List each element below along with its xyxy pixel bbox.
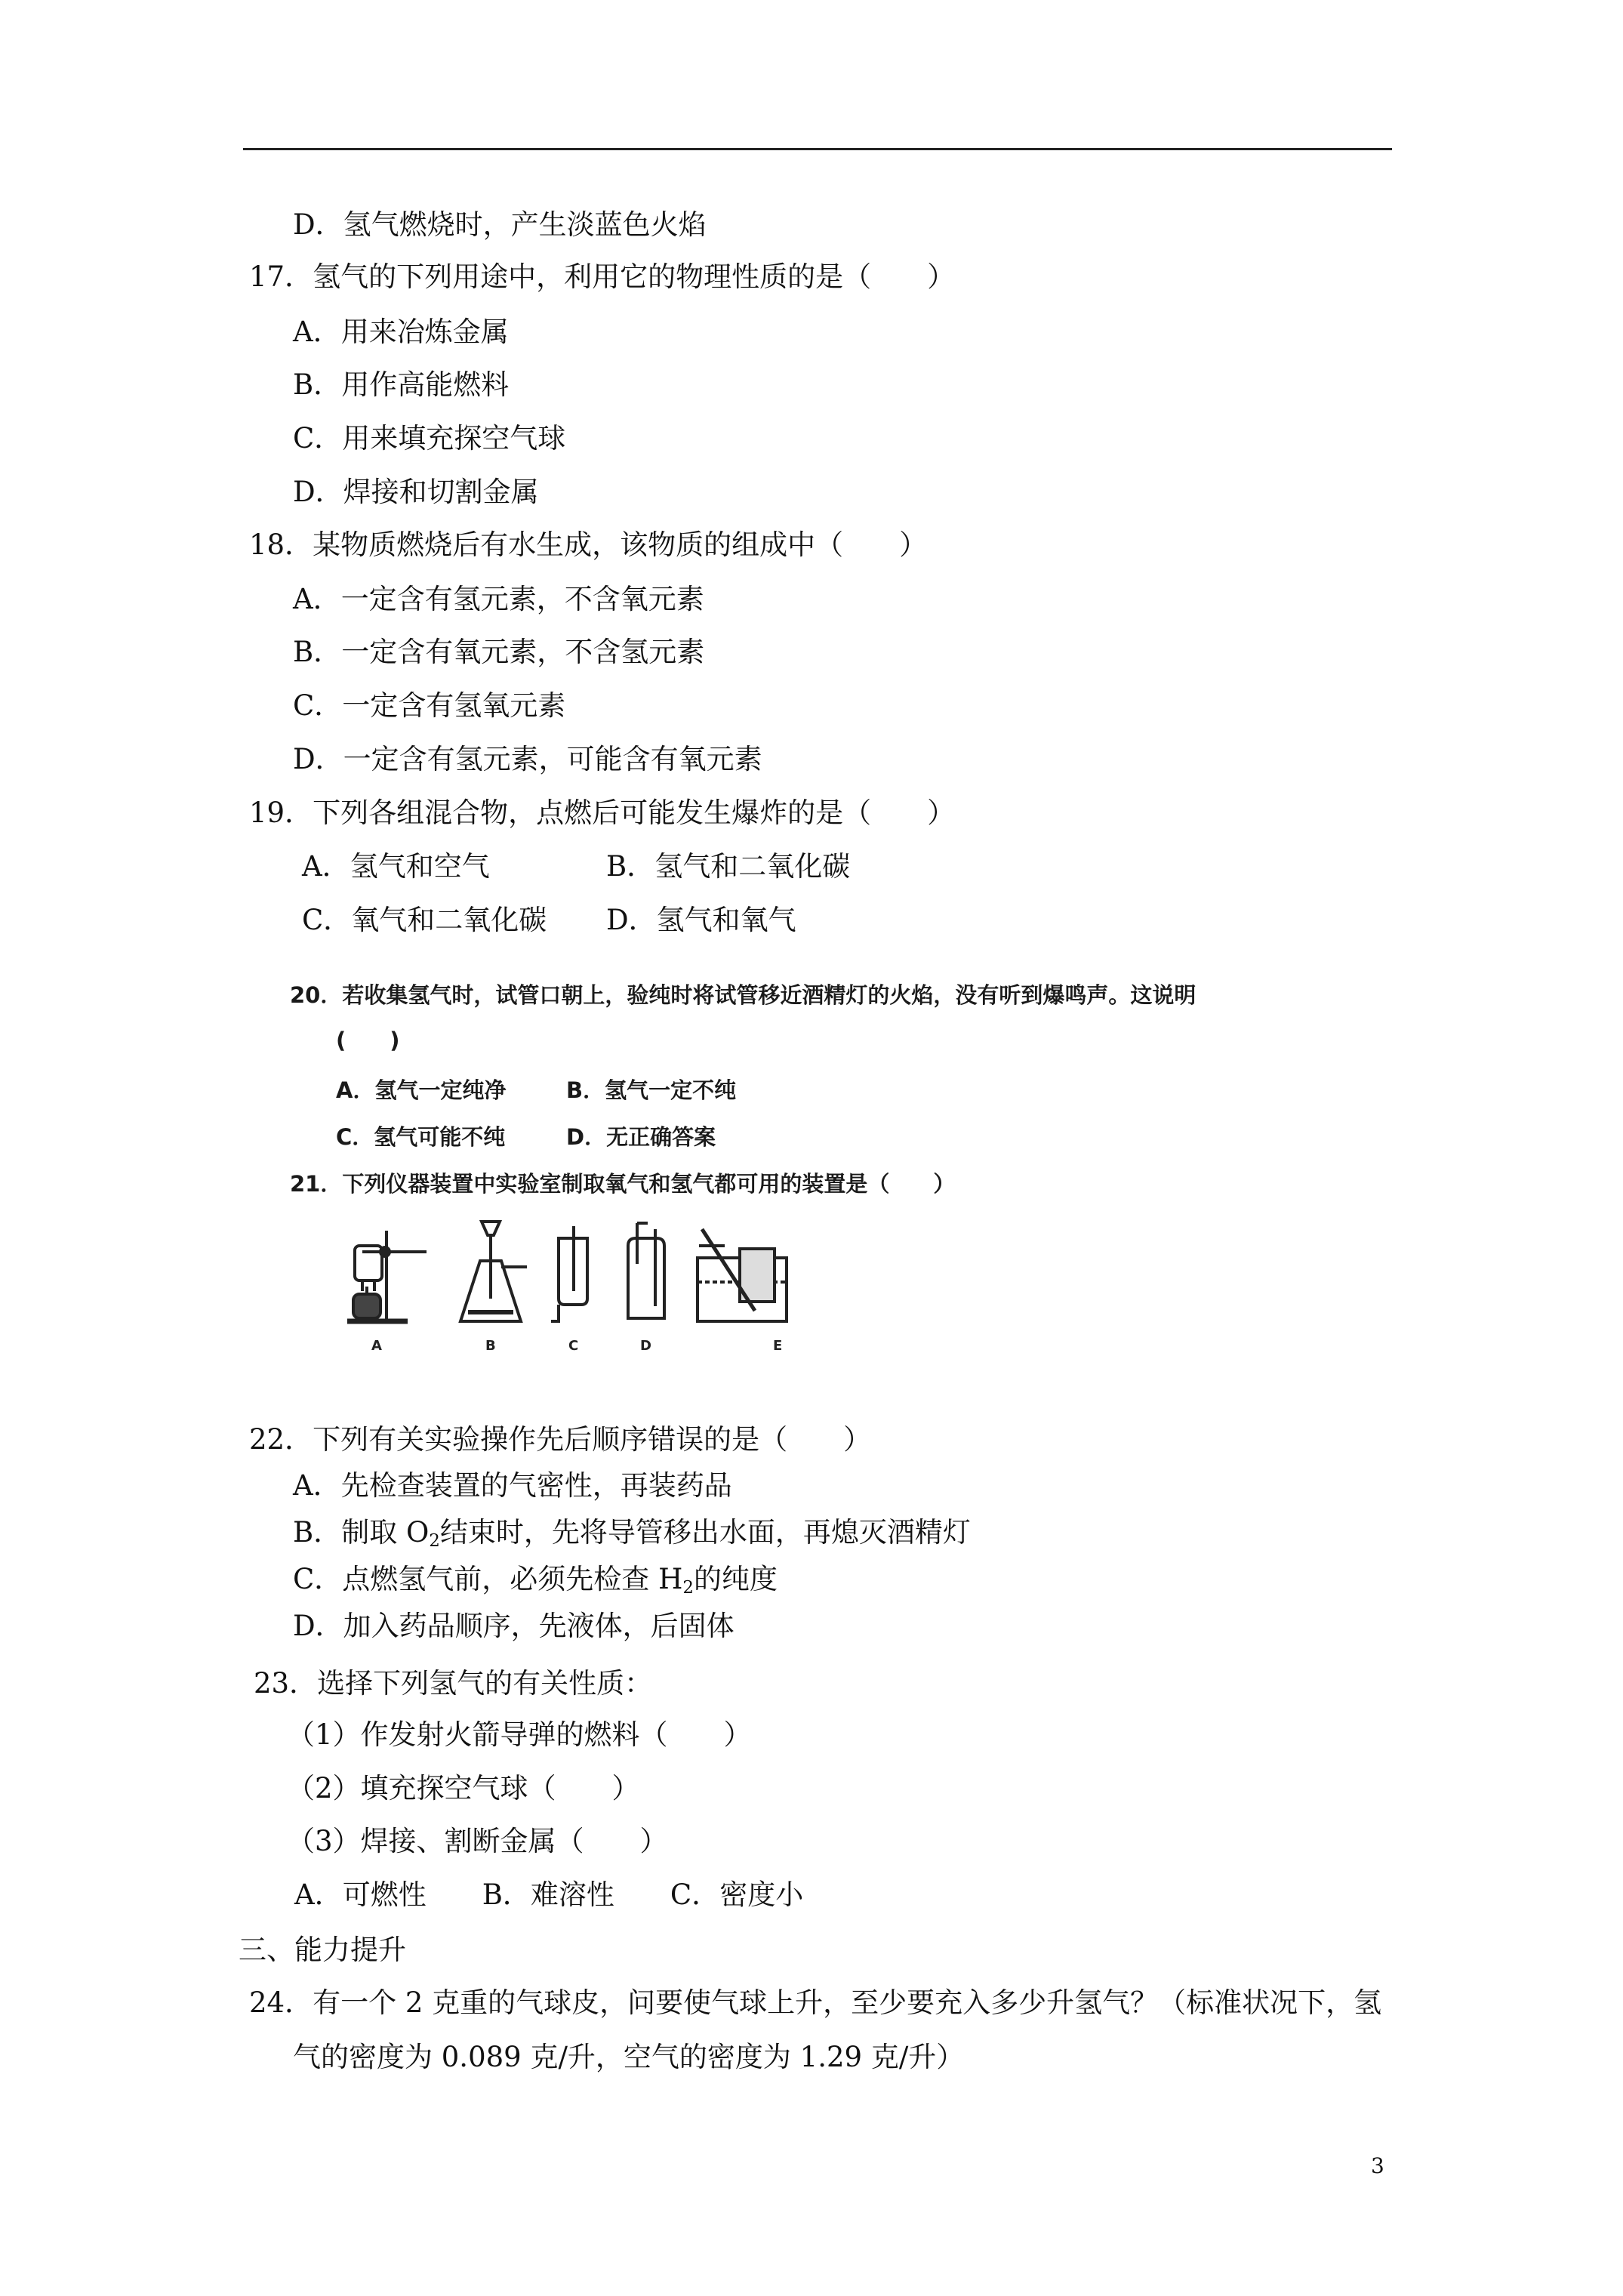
q22-stem: 22．下列有关实验操作先后顺序错误的是（ ）: [249, 1423, 872, 1456]
page-number: 3: [1371, 2153, 1384, 2178]
q23-item-2: （2）填充探空气球（ ）: [287, 1772, 640, 1804]
label-b: B: [485, 1338, 496, 1354]
q23-item-1: （1）作发射火箭导弹的燃料（ ）: [287, 1718, 752, 1751]
q19-option-d: D．氢气和氧气: [606, 904, 796, 936]
apparatus-figure: [332, 1216, 830, 1359]
q20-option-a: A．氢气一定纯净: [336, 1077, 507, 1103]
header-rule: [243, 148, 1392, 150]
q20-option-c: C．氢气可能不纯: [336, 1124, 506, 1150]
q18-option-c: C．一定含有氢氧元素: [293, 689, 566, 722]
q17-stem: 17．氢气的下列用途中，利用它的物理性质的是（ ）: [249, 260, 956, 293]
apparatus-e-water-trough: [698, 1229, 787, 1321]
q19-stem: 19．下列各组混合物，点燃后可能发生爆炸的是（ ）: [249, 797, 956, 829]
q22-option-c: C．点燃氢气前，必须先检查 $H_2$的纯度: [293, 1563, 778, 1598]
label-c: C: [568, 1338, 579, 1354]
q21-stem: 21．下列仪器装置中实验室制取氧气和氢气都可用的装置是（ ）: [290, 1171, 956, 1197]
q17-option-c: C．用来填充探空气球: [293, 422, 566, 455]
q20-stem: 20．若收集氢气时，试管口朝上，验纯时将试管移近酒精灯的火焰，没有听到爆鸣声。这说明: [290, 982, 1196, 1008]
q17-option-a: A．用来冶炼金属: [293, 316, 509, 348]
q20-option-b: B．氢气一定不纯: [566, 1077, 737, 1103]
q23-choices: A．可燃性 B．难溶性 C．密度小: [294, 1878, 804, 1911]
label-e: E: [773, 1338, 783, 1354]
q19-option-b: B．氢气和二氧化碳: [606, 850, 851, 883]
q22-option-b: B．制取 $O_2$结束时，先将导管移出水面，再熄灭酒精灯: [293, 1516, 971, 1551]
q24-line-1: 24．有一个 2 克重的气球皮，问要使气球上升，至少要充入多少升氢气？（标准状况下，氢: [249, 1986, 1382, 2019]
section-heading: 三、能力提升: [239, 1934, 406, 1966]
q19-option-a: A．氢气和空气: [302, 850, 490, 883]
q17-option-b: B．用作高能燃料: [293, 368, 510, 401]
q18-option-d: D．一定含有氢元素，可能含有氧元素: [293, 743, 762, 775]
label-a: A: [371, 1338, 382, 1354]
q18-stem: 18．某物质燃烧后有水生成，该物质的组成中（ ）: [249, 529, 928, 561]
q17-option-d: D．焊接和切割金属: [293, 476, 539, 508]
label-d: D: [640, 1338, 651, 1354]
q18-option-b: B．一定含有氧元素，不含氢元素: [293, 636, 705, 668]
apparatus-b-flask-with-funnel: [460, 1222, 527, 1321]
q20-paren: ( ): [336, 1028, 400, 1053]
q22-option-a: A．先检查装置的气密性，再装药品: [293, 1469, 732, 1502]
apparatus-c-inverted-bottle: [551, 1226, 587, 1321]
q20-option-d: D．无正确答案: [566, 1124, 716, 1150]
q18-option-a: A．一定含有氢元素，不含氧元素: [293, 583, 704, 615]
q24-line-2: 气的密度为 0.089 克/升，空气的密度为 1.29 克/升）: [293, 2041, 965, 2073]
apparatus-d-gas-bottle: [628, 1223, 664, 1318]
q23-stem: 23．选择下列氢气的有关性质：: [254, 1667, 653, 1700]
apparatus-a-iron-stand-with-burner: [347, 1231, 427, 1321]
q16-option-d: D．氢气燃烧时，产生淡蓝色火焰: [293, 208, 707, 241]
q23-item-3: （3）焊接、割断金属（ ）: [287, 1825, 668, 1857]
q19-option-c: C．氧气和二氧化碳: [302, 904, 547, 936]
q22-option-d: D．加入药品顺序，先液体，后固体: [293, 1610, 735, 1642]
